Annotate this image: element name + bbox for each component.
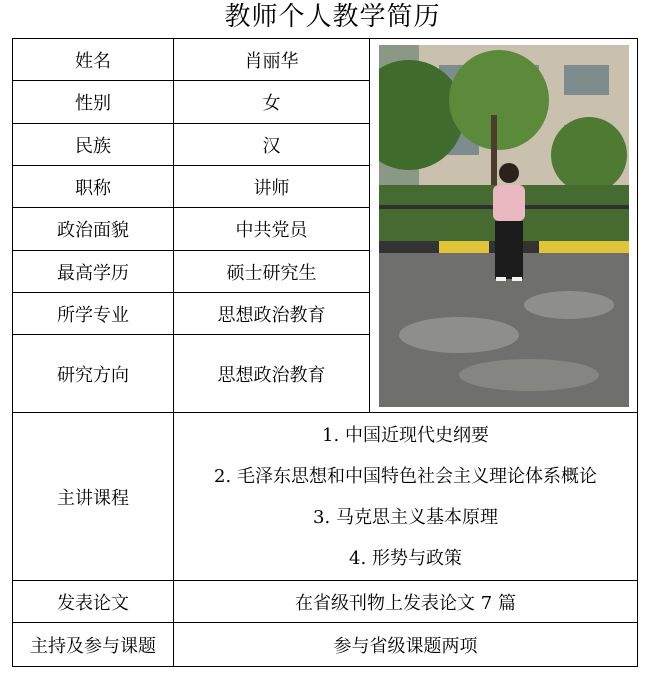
row-label: 所学专业 — [13, 293, 174, 335]
row-value: 思想政治教育 — [174, 293, 370, 335]
papers-label: 发表论文 — [13, 581, 174, 623]
courses-list — [174, 413, 638, 581]
projects-row — [13, 623, 638, 667]
portrait-photo-art — [379, 45, 629, 407]
course-item: 1. 中国近现代史纲要 — [322, 424, 489, 446]
courses-label: 主讲课程 — [13, 413, 174, 581]
row-label: 最高学历 — [13, 251, 174, 293]
row-label: 职称 — [13, 166, 174, 208]
row-label: 政治面貌 — [13, 208, 174, 251]
row-value: 思想政治教育 — [174, 335, 370, 413]
photo-cell — [370, 39, 638, 413]
row-value: 硕士研究生 — [174, 251, 370, 293]
course-item: 4. 形势与政策 — [349, 547, 462, 569]
table-row — [13, 39, 638, 81]
row-value: 女 — [174, 81, 370, 124]
courses-row — [13, 413, 638, 581]
row-value: 汉 — [174, 124, 370, 166]
row-label: 性别 — [13, 81, 174, 124]
papers-value: 在省级刊物上发表论文 7 篇 — [174, 581, 638, 623]
row-label: 研究方向 — [13, 335, 174, 413]
papers-row — [13, 581, 638, 623]
resume-table — [12, 38, 638, 667]
row-label: 民族 — [13, 124, 174, 166]
row-value: 讲师 — [174, 166, 370, 208]
projects-value: 参与省级课题两项 — [174, 623, 638, 667]
course-item: 3. 马克思主义基本原理 — [313, 506, 498, 528]
page-title: 教师个人教学简历 — [224, 2, 441, 32]
row-label: 姓名 — [13, 39, 174, 81]
course-item: 2. 毛泽东思想和中国特色社会主义理论体系概论 — [214, 465, 597, 487]
projects-label: 主持及参与课题 — [13, 623, 174, 667]
row-value: 中共党员 — [174, 208, 370, 251]
row-value: 肖丽华 — [174, 39, 370, 81]
portrait-photo — [379, 45, 629, 407]
